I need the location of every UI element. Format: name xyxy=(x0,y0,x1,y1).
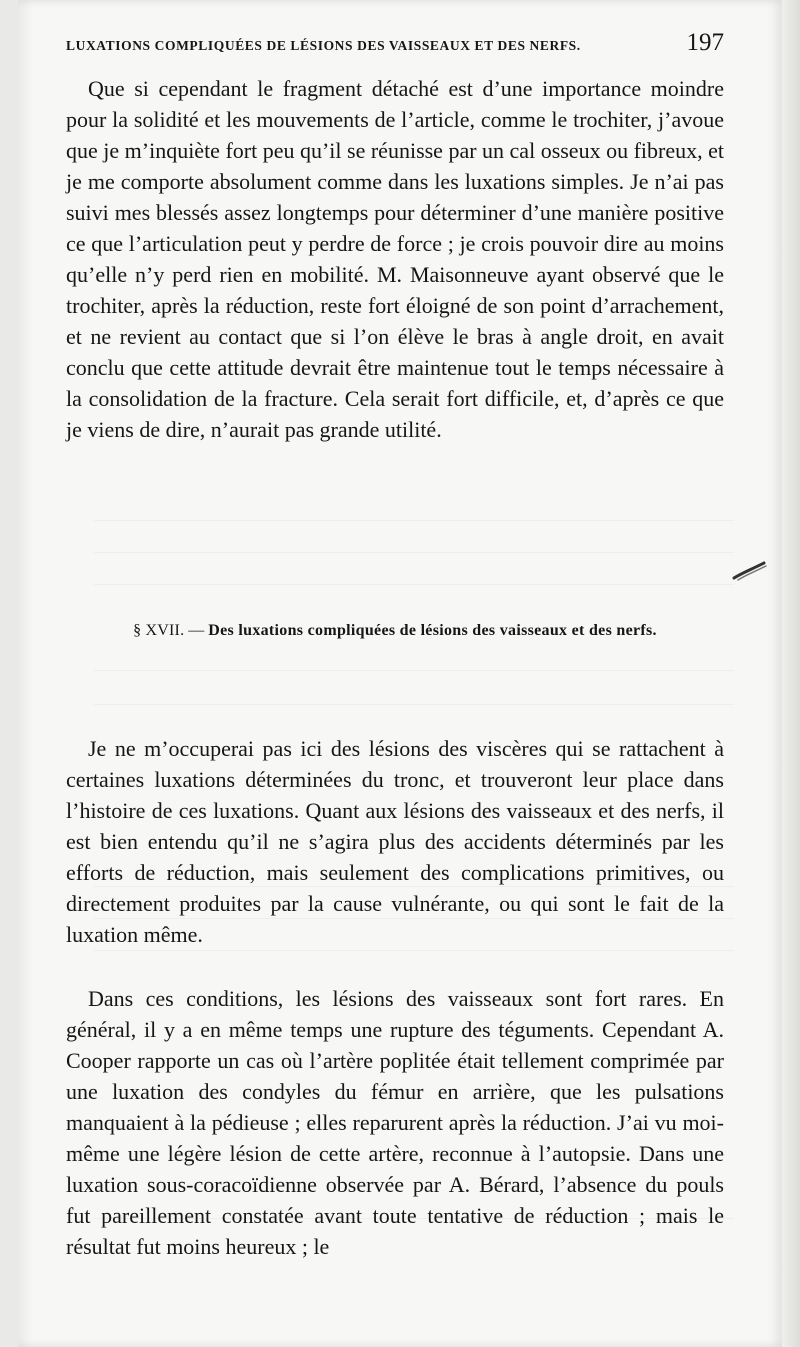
section-heading xyxy=(66,618,724,643)
section-dash: — xyxy=(188,622,205,639)
paragraph-1: Que si cependant le fragment détaché est d’une importance moindre pour la solidité et les mouvements de l’article, comme le trochiter, j’avoue que je m’inquiète fort peu qu’il se réunisse par un cal osseux ou fibreux, et je me comporte absolument comme dans les luxations simples. Je n’ai pas suivi mes blessés assez longtemps pour déterminer d’une manière positive ce que l’articulation peut y perdre de force ; je crois pouvoir dire au moins qu’elle n’y perd rien en mobilité. M. Maisonneuve ayant observé que le trochiter, après la réduction, reste fort éloigné de son point d’arrachement, et ne revient au contact que si l’on élève le bras à angle droit, en avait conclu que cette attitude devrait être maintenue tout le temps nécessaire à la consolidation de la fracture. Cela serait fort difficile, et, d’après ce que je viens de dire, n’aurait pas grande utilité. xyxy=(66,76,724,442)
running-head: LUXATIONS COMPLIQUÉES DE LÉSIONS DES VAISSEAUX ET DES NERFS. xyxy=(66,38,581,53)
bleed-through-line xyxy=(94,584,734,585)
page-number: 197 xyxy=(686,29,724,56)
page-edge-shadow xyxy=(782,0,800,1347)
page-header xyxy=(66,30,726,66)
ink-mark-icon xyxy=(731,558,769,586)
paragraph-3: Dans ces conditions, les lésions des vaisseaux sont fort rares. En général, il y a en même temps une rupture des téguments. Cependant A. Cooper rapporte un cas où l’artère poplitée était tellement comprimée par une luxation des condyles du fémur en arrière, que les pulsations manquaient à la pédieuse ; elles reparurent après la réduction. J’ai vu moi-même une légère lésion de cette artère, reconnue à l’autopsie. Dans une luxation sous-coracoïdienne observée par A. Bérard, l’absence du pouls fut pareillement constatée avant toute tentative de réduction ; mais le résultat fut moins heureux ; le xyxy=(66,986,724,1259)
section-number: § XVII. xyxy=(133,622,185,639)
bleed-through-line xyxy=(94,552,734,553)
section-title: Des luxations compliquées de lésions des vaisseaux et des nerfs. xyxy=(208,622,657,639)
bleed-through-line xyxy=(94,520,734,521)
bleed-through-line xyxy=(94,670,734,671)
bleed-through-line xyxy=(94,704,734,705)
paragraph-2: Je ne m’occuperai pas ici des lésions des viscères qui se rattachent à certaines luxations déterminées du tronc, et trouveront leur place dans l’histoire de ces luxations. Quant aux lésions des vaisseaux et des nerfs, il est bien entendu qu’il ne s’agira plus des accidents déterminés par les efforts de réduction, mais seulement des complications primitives, ou directement produites par la cause vulnérante, ou qui sont le fait de la luxation même. xyxy=(66,736,724,947)
bleed-through-line xyxy=(94,950,734,951)
